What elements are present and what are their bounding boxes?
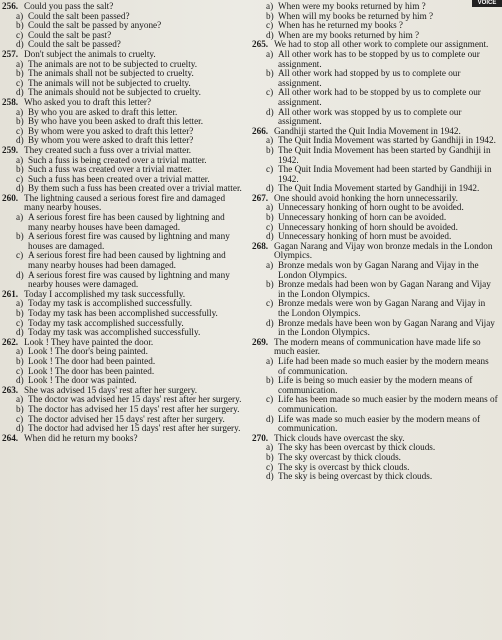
question-text: The lightning caused a serious forest fire and damaged many nearby houses. xyxy=(24,192,226,213)
option-label: a) xyxy=(16,346,24,357)
option-text: The animals are not to be subjected to cruelty. xyxy=(28,58,198,69)
section-tab: VOICE xyxy=(472,0,502,7)
question-stem xyxy=(252,242,498,261)
option-text: The sky is overcast by thick clouds. xyxy=(278,461,410,472)
option-text: Look ! The door's being painted. xyxy=(28,346,148,357)
option-text: Such a fuss is being created over a trivial matter. xyxy=(28,154,207,165)
option-text: By whom were you asked to draft this letter? xyxy=(28,125,194,136)
question-stem xyxy=(2,434,246,444)
question-text: Thick clouds have overcast the sky. xyxy=(274,432,405,443)
option-text: A serious forest fire was caused by lightning and many nearby houses were damaged. xyxy=(28,269,230,290)
question-text: Gandhiji started the Quit India Movement in 1942. xyxy=(274,125,461,136)
option-text: Today my task was accomplished successfully. xyxy=(28,327,201,338)
option-label: a) xyxy=(16,154,24,165)
option-label: d) xyxy=(266,471,274,482)
question-text: Today I accomplished my task successfully. xyxy=(24,288,186,299)
option-label: a) xyxy=(16,106,24,117)
option-text: Could the salt be passed? xyxy=(28,39,121,50)
answer-option xyxy=(252,108,498,127)
option-label: c) xyxy=(266,298,274,309)
option-label: b) xyxy=(266,212,274,223)
answer-option xyxy=(252,50,498,69)
option-label: d) xyxy=(16,375,24,386)
option-text: The Quit India Movement has been started by Gandhiji in 1942. xyxy=(278,144,491,165)
question xyxy=(2,386,246,434)
answer-option xyxy=(252,88,498,107)
option-text: Such a fuss was created over a trivial matter. xyxy=(28,164,193,175)
option-text: Look ! The door had been painted. xyxy=(28,355,156,366)
option-label: b) xyxy=(266,144,274,155)
option-text: The sky overcast by thick clouds. xyxy=(278,451,401,462)
question xyxy=(252,2,498,40)
option-text: Unnecessary honking of horn must be avoided. xyxy=(278,231,452,242)
option-text: The Quit India Movement was started by Gandhiji in 1942. xyxy=(278,135,496,146)
option-text: When has he returned my books ? xyxy=(278,20,404,31)
option-label: a) xyxy=(266,260,274,271)
option-label: a) xyxy=(16,298,24,309)
option-text: When will my books be returned by him ? xyxy=(278,10,434,21)
question-number: 262. xyxy=(2,336,19,347)
option-text: The doctor has advised her 15 days' rest after her surgery. xyxy=(28,403,240,414)
option-label: c) xyxy=(266,394,274,405)
question-text: One should avoid honking the horn unnecessarily. xyxy=(274,192,458,203)
left-column xyxy=(2,2,246,640)
option-label: d) xyxy=(266,317,274,328)
option-label: a) xyxy=(266,135,274,146)
option-text: Life has been made so much easier by the modern means of communication. xyxy=(278,394,498,414)
option-label: c) xyxy=(266,87,274,98)
option-text: Unnecessary honking of horn can be avoided. xyxy=(278,212,447,223)
option-text: The sky has been overcast by thick clouds. xyxy=(278,442,436,453)
answer-option xyxy=(252,280,498,299)
answer-option xyxy=(252,261,498,280)
option-label: c) xyxy=(16,317,24,328)
option-text: Could the salt be passed by anyone? xyxy=(28,20,162,31)
option-label: a) xyxy=(16,10,24,21)
option-label: a) xyxy=(266,48,274,59)
option-text: Such a fuss has been created over a trivial matter. xyxy=(28,173,210,184)
question xyxy=(2,146,246,194)
option-label: a) xyxy=(266,1,274,11)
option-label: d) xyxy=(16,87,24,98)
option-label: c) xyxy=(16,125,24,136)
option-label: b) xyxy=(16,355,24,366)
option-text: The Quit India Movement had been started by Gandhiji in 1942. xyxy=(278,164,492,184)
option-text: By whom you were asked to draft this letter? xyxy=(28,135,194,146)
question-stem xyxy=(2,194,246,213)
option-label: a) xyxy=(266,355,274,366)
answer-option xyxy=(2,251,246,270)
answer-option xyxy=(252,146,498,165)
question xyxy=(252,127,498,194)
option-text: Look ! The door has been painted. xyxy=(28,365,155,376)
option-label: c) xyxy=(266,164,274,175)
option-label: c) xyxy=(266,20,274,31)
question-number: 263. xyxy=(2,384,19,395)
option-text: Today my task is accomplished successfully. xyxy=(28,298,193,309)
option-label: c) xyxy=(16,365,24,376)
option-label: d) xyxy=(266,413,274,424)
question xyxy=(2,434,246,444)
answer-option xyxy=(2,232,246,251)
question xyxy=(2,50,246,98)
question-number: 267. xyxy=(252,192,269,203)
option-text: Unnecessary honking of horn should be avoided. xyxy=(278,221,458,232)
question xyxy=(2,338,246,386)
option-label: d) xyxy=(266,29,274,40)
question xyxy=(2,98,246,146)
option-label: d) xyxy=(16,39,24,50)
answer-option xyxy=(252,415,498,434)
option-text: Life was made so much easier by the modern means of communication. xyxy=(278,413,481,434)
option-text: By who have you been asked to draft this letter. xyxy=(28,116,204,127)
option-label: b) xyxy=(266,68,274,79)
question-number: 259. xyxy=(2,144,19,155)
question-text: Could you pass the salt? xyxy=(24,1,114,11)
question-text: She was advised 15 days' rest after her surgery. xyxy=(24,384,198,395)
question-stem xyxy=(252,338,498,357)
option-label: b) xyxy=(16,116,24,127)
option-label: c) xyxy=(16,413,24,424)
answer-option xyxy=(252,395,498,414)
option-text: Today my task has been accomplished successfully. xyxy=(28,308,218,318)
question xyxy=(252,434,498,482)
option-text: Bronze medals won by Gagan Narang and Vijay in the London Olympics. xyxy=(278,260,479,280)
right-column xyxy=(252,2,498,640)
option-label: d) xyxy=(16,269,24,280)
option-label: c) xyxy=(16,29,24,40)
option-label: d) xyxy=(266,231,274,242)
option-text: Today my task accomplished successfully. xyxy=(28,317,184,328)
option-label: a) xyxy=(266,202,274,213)
option-label: b) xyxy=(266,451,274,462)
option-text: Bronze medals have been won by Gagan Narang and Vijay in the London Olympics. xyxy=(278,317,495,338)
question-number: 270. xyxy=(252,432,269,443)
question-number: 269. xyxy=(252,336,269,347)
option-text: The doctor advised her 15 days' rest after her surgery. xyxy=(28,413,225,424)
question-text: They created such a fuss over a trivial matter. xyxy=(24,144,192,155)
option-text: Look ! The door was painted. xyxy=(28,375,137,386)
option-label: b) xyxy=(16,403,24,414)
option-text: The Quit India Movement started by Gandhiji in 1942. xyxy=(278,183,480,194)
option-text: The doctor was advised her 15 days' rest after her surgery. xyxy=(28,394,242,405)
option-label: d) xyxy=(16,327,24,338)
answer-option xyxy=(252,299,498,318)
question xyxy=(2,290,246,338)
option-label: c) xyxy=(266,221,274,232)
option-text: Could the salt been passed? xyxy=(28,10,130,21)
option-label: b) xyxy=(16,68,24,79)
option-label: c) xyxy=(16,250,24,261)
option-text: By them such a fuss has been created over a trivial matter. xyxy=(28,183,242,194)
option-label: d) xyxy=(266,106,274,117)
question xyxy=(252,338,498,434)
answer-option xyxy=(252,165,498,184)
option-text: By who you are asked to draft this letter. xyxy=(28,106,178,117)
question-text: We had to stop all other work to complete our assignment. xyxy=(274,39,489,50)
option-label: d) xyxy=(16,135,24,146)
option-label: a) xyxy=(16,394,24,405)
option-text: When are my books returned by him ? xyxy=(278,29,420,40)
option-text: The animals will not be subjected to cruelty. xyxy=(28,77,191,88)
answer-option xyxy=(252,357,498,376)
option-label: b) xyxy=(266,375,274,386)
answer-option xyxy=(2,213,246,232)
option-text: Life had been made so much easier by the modern means of communication. xyxy=(278,355,489,376)
option-label: b) xyxy=(16,164,24,175)
question xyxy=(252,242,498,338)
option-text: Unnecessary honking of horn ought to be avoided. xyxy=(278,202,464,213)
option-label: d) xyxy=(16,423,24,434)
option-label: c) xyxy=(16,77,24,88)
option-text: The animals shall not be subjected to cruelty. xyxy=(28,68,194,79)
option-label: b) xyxy=(16,231,24,242)
answer-option xyxy=(252,69,498,88)
question-number: 266. xyxy=(252,125,269,136)
question-number: 257. xyxy=(2,48,19,59)
answer-option xyxy=(252,319,498,338)
question xyxy=(252,40,498,126)
option-label: b) xyxy=(266,279,274,290)
question-text: Don't subject the animals to cruelty. xyxy=(24,48,156,59)
option-label: b) xyxy=(266,10,274,21)
question xyxy=(2,2,246,50)
question-number: 268. xyxy=(252,240,269,251)
question-text: Who asked you to draft this letter? xyxy=(24,96,152,107)
question xyxy=(252,194,498,242)
option-label: a) xyxy=(16,58,24,69)
question-number: 264. xyxy=(2,432,19,443)
question-number: 260. xyxy=(2,192,19,203)
answer-option xyxy=(252,376,498,395)
option-text: All other work has to be stopped by us to complete our assignment. xyxy=(278,48,480,69)
option-label: a) xyxy=(266,442,274,453)
question-number: 258. xyxy=(2,96,19,107)
option-label: a) xyxy=(16,212,24,223)
option-text: Bronze medals were won by Gagan Narang and Vijay in the London Olympics. xyxy=(278,298,486,318)
option-label: d) xyxy=(16,183,24,194)
option-text: A serious forest fire was caused by lightning and many houses are damaged. xyxy=(28,231,230,251)
question-text: The modern means of communication have made life so much easier. xyxy=(274,336,481,357)
question-text: When did he return my books? xyxy=(24,432,138,443)
option-text: The sky is being overcast by thick clouds. xyxy=(278,471,433,482)
question-text: Gagan Narang and Vijay won bronze medals in the London Olympics. xyxy=(274,240,493,261)
question-text: Look ! They have painted the door. xyxy=(24,336,154,347)
answer-option xyxy=(252,472,498,482)
option-text: All other work had stopped by us to complete our assignment. xyxy=(278,68,461,88)
option-text: All other work was stopped by us to complete our assignment. xyxy=(278,106,462,127)
option-label: c) xyxy=(266,461,274,472)
option-text: Life is being so much easier by the modern means of communication. xyxy=(278,375,473,395)
question xyxy=(2,194,246,290)
option-text: Bronze medals had been won by Gagan Narang and Vijay in the London Olympics. xyxy=(278,279,491,299)
option-text: The animals should not be subjected to cruelty. xyxy=(28,87,201,98)
option-label: b) xyxy=(16,308,24,318)
question-number: 256. xyxy=(2,1,19,11)
option-text: Could the salt be past? xyxy=(28,29,112,40)
option-label: c) xyxy=(16,173,24,184)
option-text: A serious forest fire has been caused by lightning and many nearby houses have been damaged. xyxy=(28,212,225,232)
option-label: d) xyxy=(266,183,274,194)
question-number: 261. xyxy=(2,288,19,299)
option-text: A serious forest fire had been caused by lightning and many nearby houses had been damaged. xyxy=(28,250,226,271)
option-text: All other work had to be stopped by us to complete our assignment. xyxy=(278,87,481,107)
answer-option xyxy=(2,271,246,290)
question-number: 265. xyxy=(252,39,269,50)
option-label: b) xyxy=(16,20,24,31)
option-text: The doctor had advised her 15 days' rest after her surgery. xyxy=(28,423,241,434)
option-text: When were my books returned by him ? xyxy=(278,1,426,11)
